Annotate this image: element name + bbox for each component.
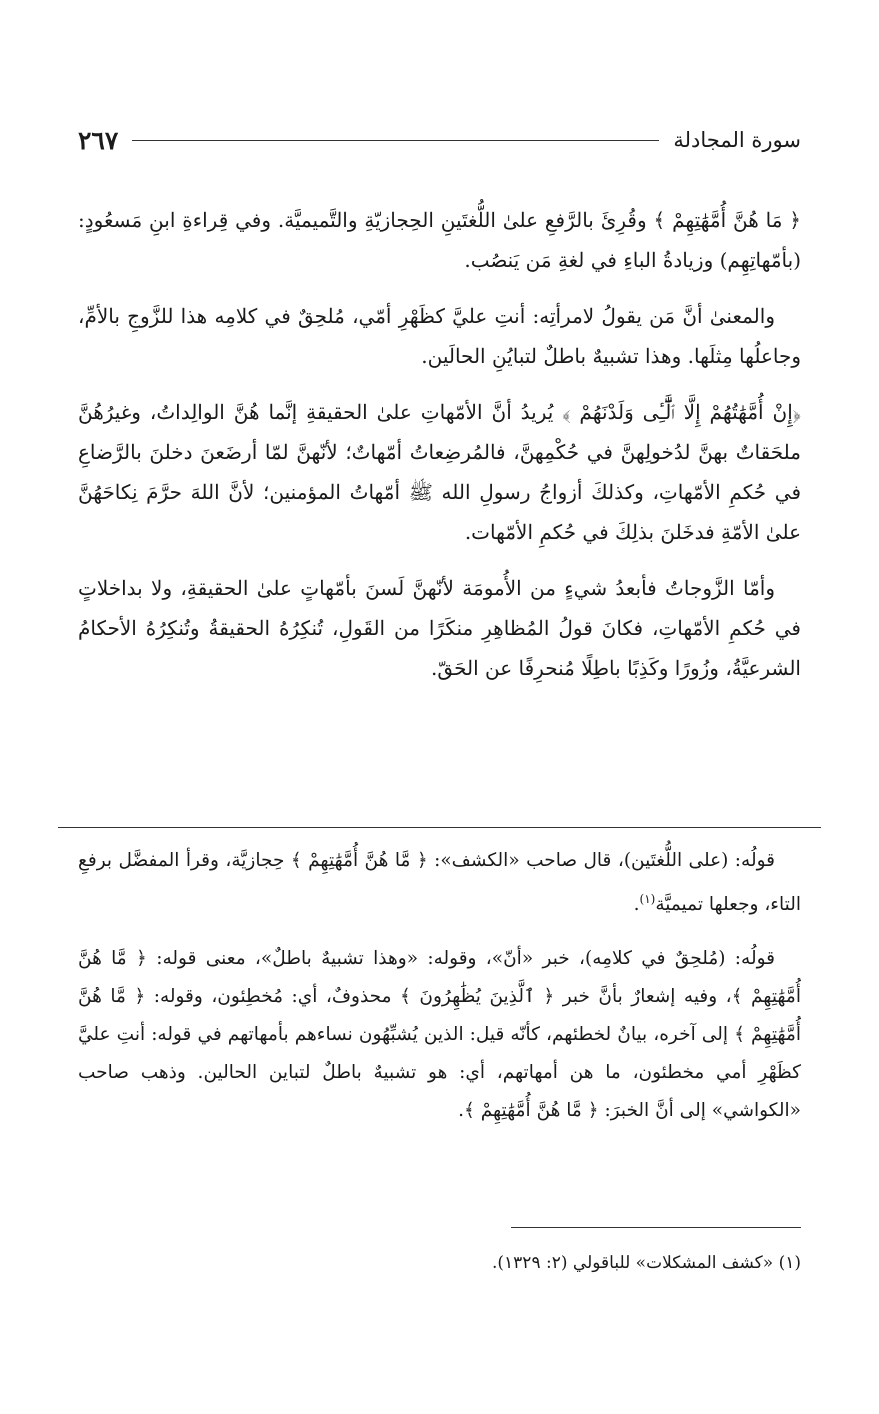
- page-header: [78, 118, 801, 162]
- paragraph-3: ﴿إِنْ أُمَّهَٰتُهُمْ إِلَّا ٱلَّٰٓـِٔى وَلَدْنَهُمْ ﴾ يُريدُ أنَّ الأمّهاتِ علىٰ الحقيقةِ إنَّما هُنَّ الوالِداتُ، وغيرُهُنَّ ملحَقاتٌ بهنَّ لدُخولِهنَّ في حُكْمِهنَّ، فالمُرضِعاتُ أمّهاتٌ؛ لأنّهنَّ لمّا أرضَعنَ دخلنَ بالرَّضاعِ في حُكمِ الأمّهاتِ، وكذلكَ أزواجُ رسولِ الله ﷺ أمّهاتُ المؤمنين؛ لأنَّ اللهَ حرَّمَ نِكاحَهُنَّ علىٰ الأمّةِ فدخَلنَ بذلِكَ في حُكمِ الأمّهات.: [78, 400, 801, 544]
- page-number: ٢٦٧: [78, 125, 119, 155]
- surah-name: سورة المجادلة: [673, 128, 801, 152]
- commentary-divider: [58, 827, 821, 828]
- footnote-marker: (١): [639, 892, 656, 906]
- header-rule: [132, 140, 659, 141]
- commentary-paragraph-2: قولُه: (مُلحِقٌ في كلامِه)، خبر «أنّ»، وقوله: «وهذا تشبيهٌ باطلٌ»، معنى قوله: ﴿ مَّا هُنَّ أُمَّهَٰتِهِمْ ﴾، وفيه إشعارٌ بأنَّ خبر ﴿ ٱلَّذِينَ يُظَٰهِرُونَ ﴾ محذوفٌ، أي: مُخطِئون، وقوله: ﴿ مَّا هُنَّ أُمَّهَٰتِهِمْ ﴾ إلى آخره، بيانٌ لخطئهم، كأنّه قيل: الذين يُشبِّهُون نساءهم بأمهاتهم في قوله: أنتِ عليَّ كظَهْرِ أمي مخطئون، ما هن أمهاتهم، أي: هو تشبيهٌ باطلٌ لتباين الحالين. وذهب صاحب «الكواشي» إلى أنَّ الخبرَ: ﴿ مَّا هُنَّ أُمَّهَٰتِهِمْ ﴾.: [78, 948, 801, 1122]
- footnote: (١) «كشف المشكلات» للباقولي (٢: ١٣٢٩).: [492, 1253, 801, 1273]
- commentary-1-text: قولُه: (على اللُّغتَين)، قال صاحب «الكشف»: ﴿ مَّا هُنَّ أُمَّهَٰتِهِمْ ﴾ حِجازيَّة، وقرأ المفضَّل برفعِ التاء، وجعلها تميميَّة: [78, 850, 801, 916]
- commentary-paragraph-1: [78, 842, 801, 924]
- commentary-1-end: .: [633, 894, 640, 916]
- commentary-section: [78, 842, 801, 1146]
- footnote-rule: [511, 1227, 801, 1228]
- paragraph-4: وأمّا الزَّوجاتُ فأبعدُ شيءٍ من الأُمومَة لأنّهنَّ لَسنَ بأمّهاتٍ علىٰ الحقيقةِ، ولا بداخلاتٍ في حُكمِ الأمّهاتِ، فكانَ قولُ المُظاهِرِ منكَرًا من القَولِ، تُنكِرُهُ الحقيقةُ وتُنكِرُهُ الأحكامُ الشرعيَّةُ، وزُورًا وكَذِبًا باطِلًا مُنحرِفًا عن الحَقّ.: [78, 576, 801, 680]
- paragraph-2: والمعنىٰ أنَّ مَن يقولُ لامرأتِه: أنتِ عليَّ كظَهْرِ أمّي، مُلحِقٌ في كلامِه هذا للزَّوجِ بالأمِّ، وجاعلُها مِثلَها. وهذا تشبيهٌ باطلٌ لتبايُنِ الحالَين.: [78, 304, 801, 368]
- main-text: [78, 200, 801, 704]
- paragraph-1: ﴿ مَا هُنَّ أُمَّهَٰتِهِمْ ﴾ وقُرِئَ بالرَّفعِ علىٰ اللُّغتَينِ الحِجازيّةِ والتَّميميَّة. وفي قِراءةِ ابنِ مَسعُودٍ: (بأمّهاتِهِم) وزيادةُ الباءِ في لغةِ مَن يَنصُب.: [78, 208, 801, 272]
